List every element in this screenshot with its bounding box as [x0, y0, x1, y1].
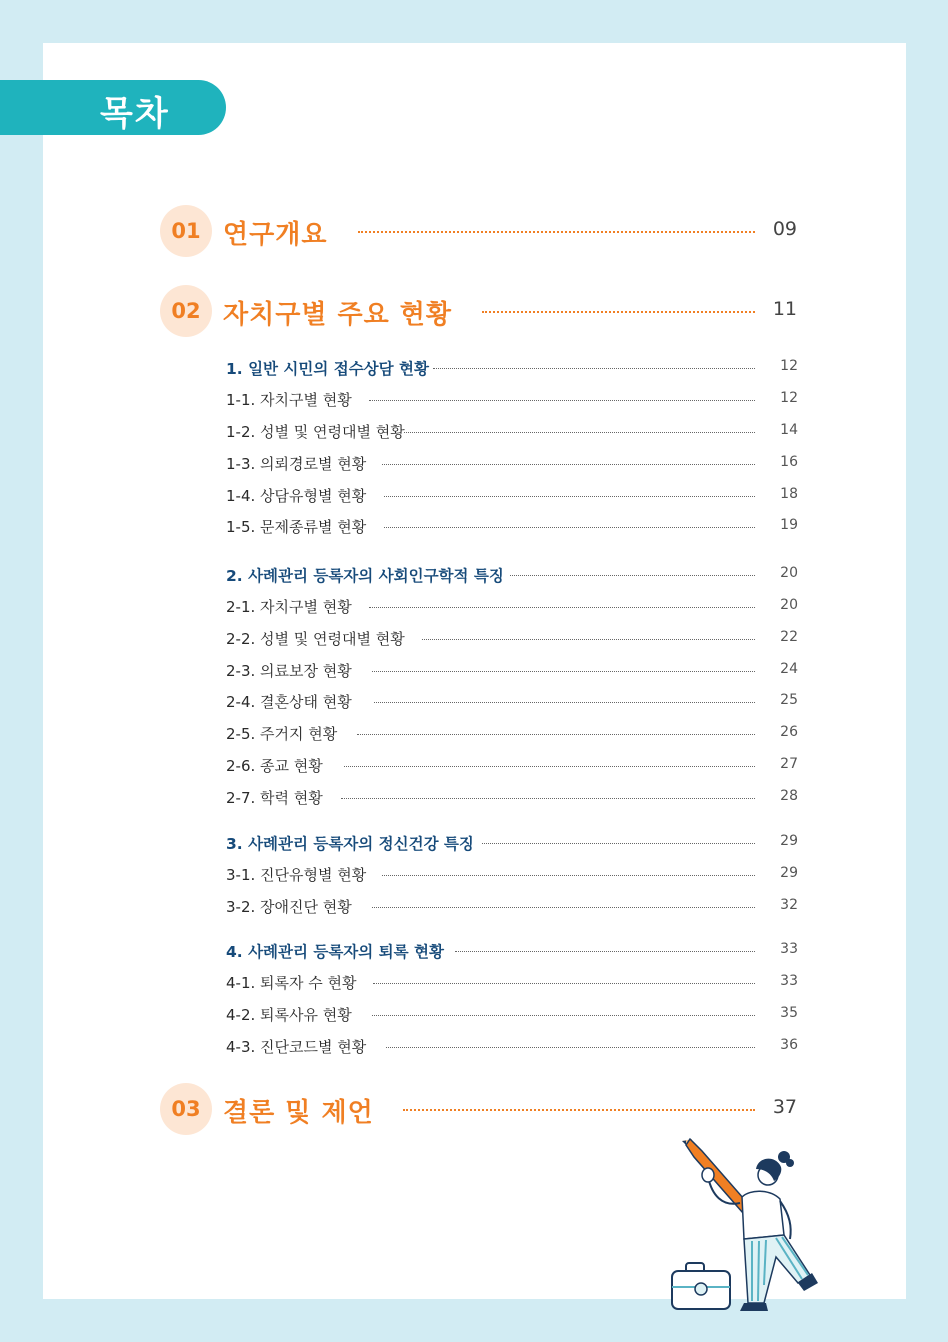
section-label: 3. 사례관리 등록자의 정신건강 특징 [226, 835, 474, 853]
dot-leader [369, 400, 755, 401]
chapter-page: 09 [772, 218, 797, 240]
dot-leader [422, 639, 755, 640]
section-label: 4. 사례관리 등록자의 퇴록 현황 [226, 943, 444, 961]
section-page: 33 [780, 941, 798, 957]
item-page: 18 [780, 486, 798, 502]
item-page: 36 [780, 1037, 798, 1053]
toc-item[interactable] [226, 660, 800, 680]
item-label: 2-6. 종교 현황 [226, 757, 323, 775]
item-label: 4-3. 진단코드별 현황 [226, 1038, 367, 1056]
dot-leader [372, 671, 755, 672]
item-label: 1-1. 자치구별 현황 [226, 391, 352, 409]
woman-with-pencil-illustration [660, 1135, 830, 1315]
toc-item[interactable] [226, 628, 800, 648]
chapter-number: 03 [160, 1083, 212, 1135]
item-page: 14 [780, 422, 798, 438]
dot-leader [374, 702, 755, 703]
toc-item[interactable] [226, 485, 800, 505]
chapter-title: 결론 및 제언 [223, 1098, 374, 1128]
item-page: 26 [780, 724, 798, 740]
chapter-number: 02 [160, 285, 212, 337]
section-page: 12 [780, 358, 798, 374]
toc-item[interactable] [226, 972, 800, 992]
chapter-entry[interactable] [160, 285, 800, 337]
toc-item[interactable] [226, 516, 800, 536]
dot-leader [403, 1109, 755, 1111]
item-page: 16 [780, 454, 798, 470]
dot-leader [369, 607, 755, 608]
dot-leader [373, 983, 755, 984]
dot-leader [510, 575, 755, 576]
dot-leader [382, 875, 755, 876]
striped-pants [744, 1235, 810, 1303]
dot-leader [382, 464, 755, 465]
item-page: 32 [780, 897, 798, 913]
item-label: 2-1. 자치구별 현황 [226, 598, 352, 616]
chapter-entry[interactable] [160, 1083, 800, 1135]
toc-item[interactable] [226, 723, 800, 743]
dot-leader [384, 496, 755, 497]
chapter-title: 자치구별 주요 현황 [223, 300, 453, 330]
item-page: 22 [780, 629, 798, 645]
item-label: 2-5. 주거지 현황 [226, 725, 338, 743]
dot-leader [357, 734, 755, 735]
item-label: 3-2. 장애진단 현황 [226, 898, 352, 916]
toc-item[interactable] [226, 1036, 800, 1056]
item-page: 27 [780, 756, 798, 772]
item-label: 1-4. 상담유형별 현황 [226, 487, 367, 505]
item-label: 2-2. 성별 및 연령대별 현황 [226, 630, 405, 648]
item-label: 2-3. 의료보장 현황 [226, 662, 352, 680]
dot-leader [372, 907, 755, 908]
dot-leader [384, 527, 755, 528]
dot-leader [344, 766, 755, 767]
item-label: 2-4. 결혼상태 현황 [226, 693, 352, 711]
toc-title: 목차 [100, 94, 170, 134]
toc-item[interactable] [226, 389, 800, 409]
toc-section[interactable] [226, 564, 800, 584]
item-label: 1-3. 의뢰경로별 현황 [226, 455, 367, 473]
toolbox-icon [672, 1263, 730, 1309]
toc-item[interactable] [226, 453, 800, 473]
toc-section[interactable] [226, 357, 800, 377]
chapter-title: 연구개요 [223, 220, 328, 250]
toc-section[interactable] [226, 940, 800, 960]
toc-item[interactable] [226, 787, 800, 807]
item-page: 28 [780, 788, 798, 804]
toc-item[interactable] [226, 755, 800, 775]
item-page: 25 [780, 692, 798, 708]
item-page: 35 [780, 1005, 798, 1021]
dot-leader [482, 843, 755, 844]
item-page: 12 [780, 390, 798, 406]
chapter-entry[interactable] [160, 205, 800, 257]
chapter-page: 11 [772, 298, 797, 320]
toc-item[interactable] [226, 864, 800, 884]
head [756, 1151, 794, 1185]
dot-leader [372, 1015, 755, 1016]
toc-item[interactable] [226, 1004, 800, 1024]
item-label: 2-7. 학력 현황 [226, 789, 323, 807]
chapter-page: 37 [772, 1096, 797, 1118]
toc-section[interactable] [226, 832, 800, 852]
section-page: 29 [780, 833, 798, 849]
section-label: 2. 사례관리 등록자의 사회인구학적 특징 [226, 567, 504, 585]
dot-leader [386, 1047, 755, 1048]
dot-leader [358, 231, 755, 233]
dot-leader [455, 951, 755, 952]
toc-item[interactable] [226, 691, 800, 711]
item-label: 1-5. 문제종류별 현황 [226, 518, 367, 536]
dot-leader [341, 798, 755, 799]
toc-header-tab [0, 80, 226, 135]
chapter-number: 01 [160, 205, 212, 257]
item-label: 4-2. 퇴록사유 현황 [226, 1006, 352, 1024]
item-page: 29 [780, 865, 798, 881]
item-label: 1-2. 성별 및 연령대별 현황 [226, 423, 405, 441]
dot-leader [433, 368, 755, 369]
toc-item[interactable] [226, 896, 800, 916]
item-page: 33 [780, 973, 798, 989]
item-page: 19 [780, 517, 798, 533]
item-label: 4-1. 퇴록자 수 현황 [226, 974, 357, 992]
item-page: 24 [780, 661, 798, 677]
item-page: 20 [780, 597, 798, 613]
item-label: 3-1. 진단유형별 현황 [226, 866, 367, 884]
dot-leader [404, 432, 755, 433]
toc-item[interactable] [226, 421, 800, 441]
section-page: 20 [780, 565, 798, 581]
section-label: 1. 일반 시민의 접수상담 현황 [226, 360, 429, 378]
toc-item[interactable] [226, 596, 800, 616]
dot-leader [482, 311, 755, 313]
